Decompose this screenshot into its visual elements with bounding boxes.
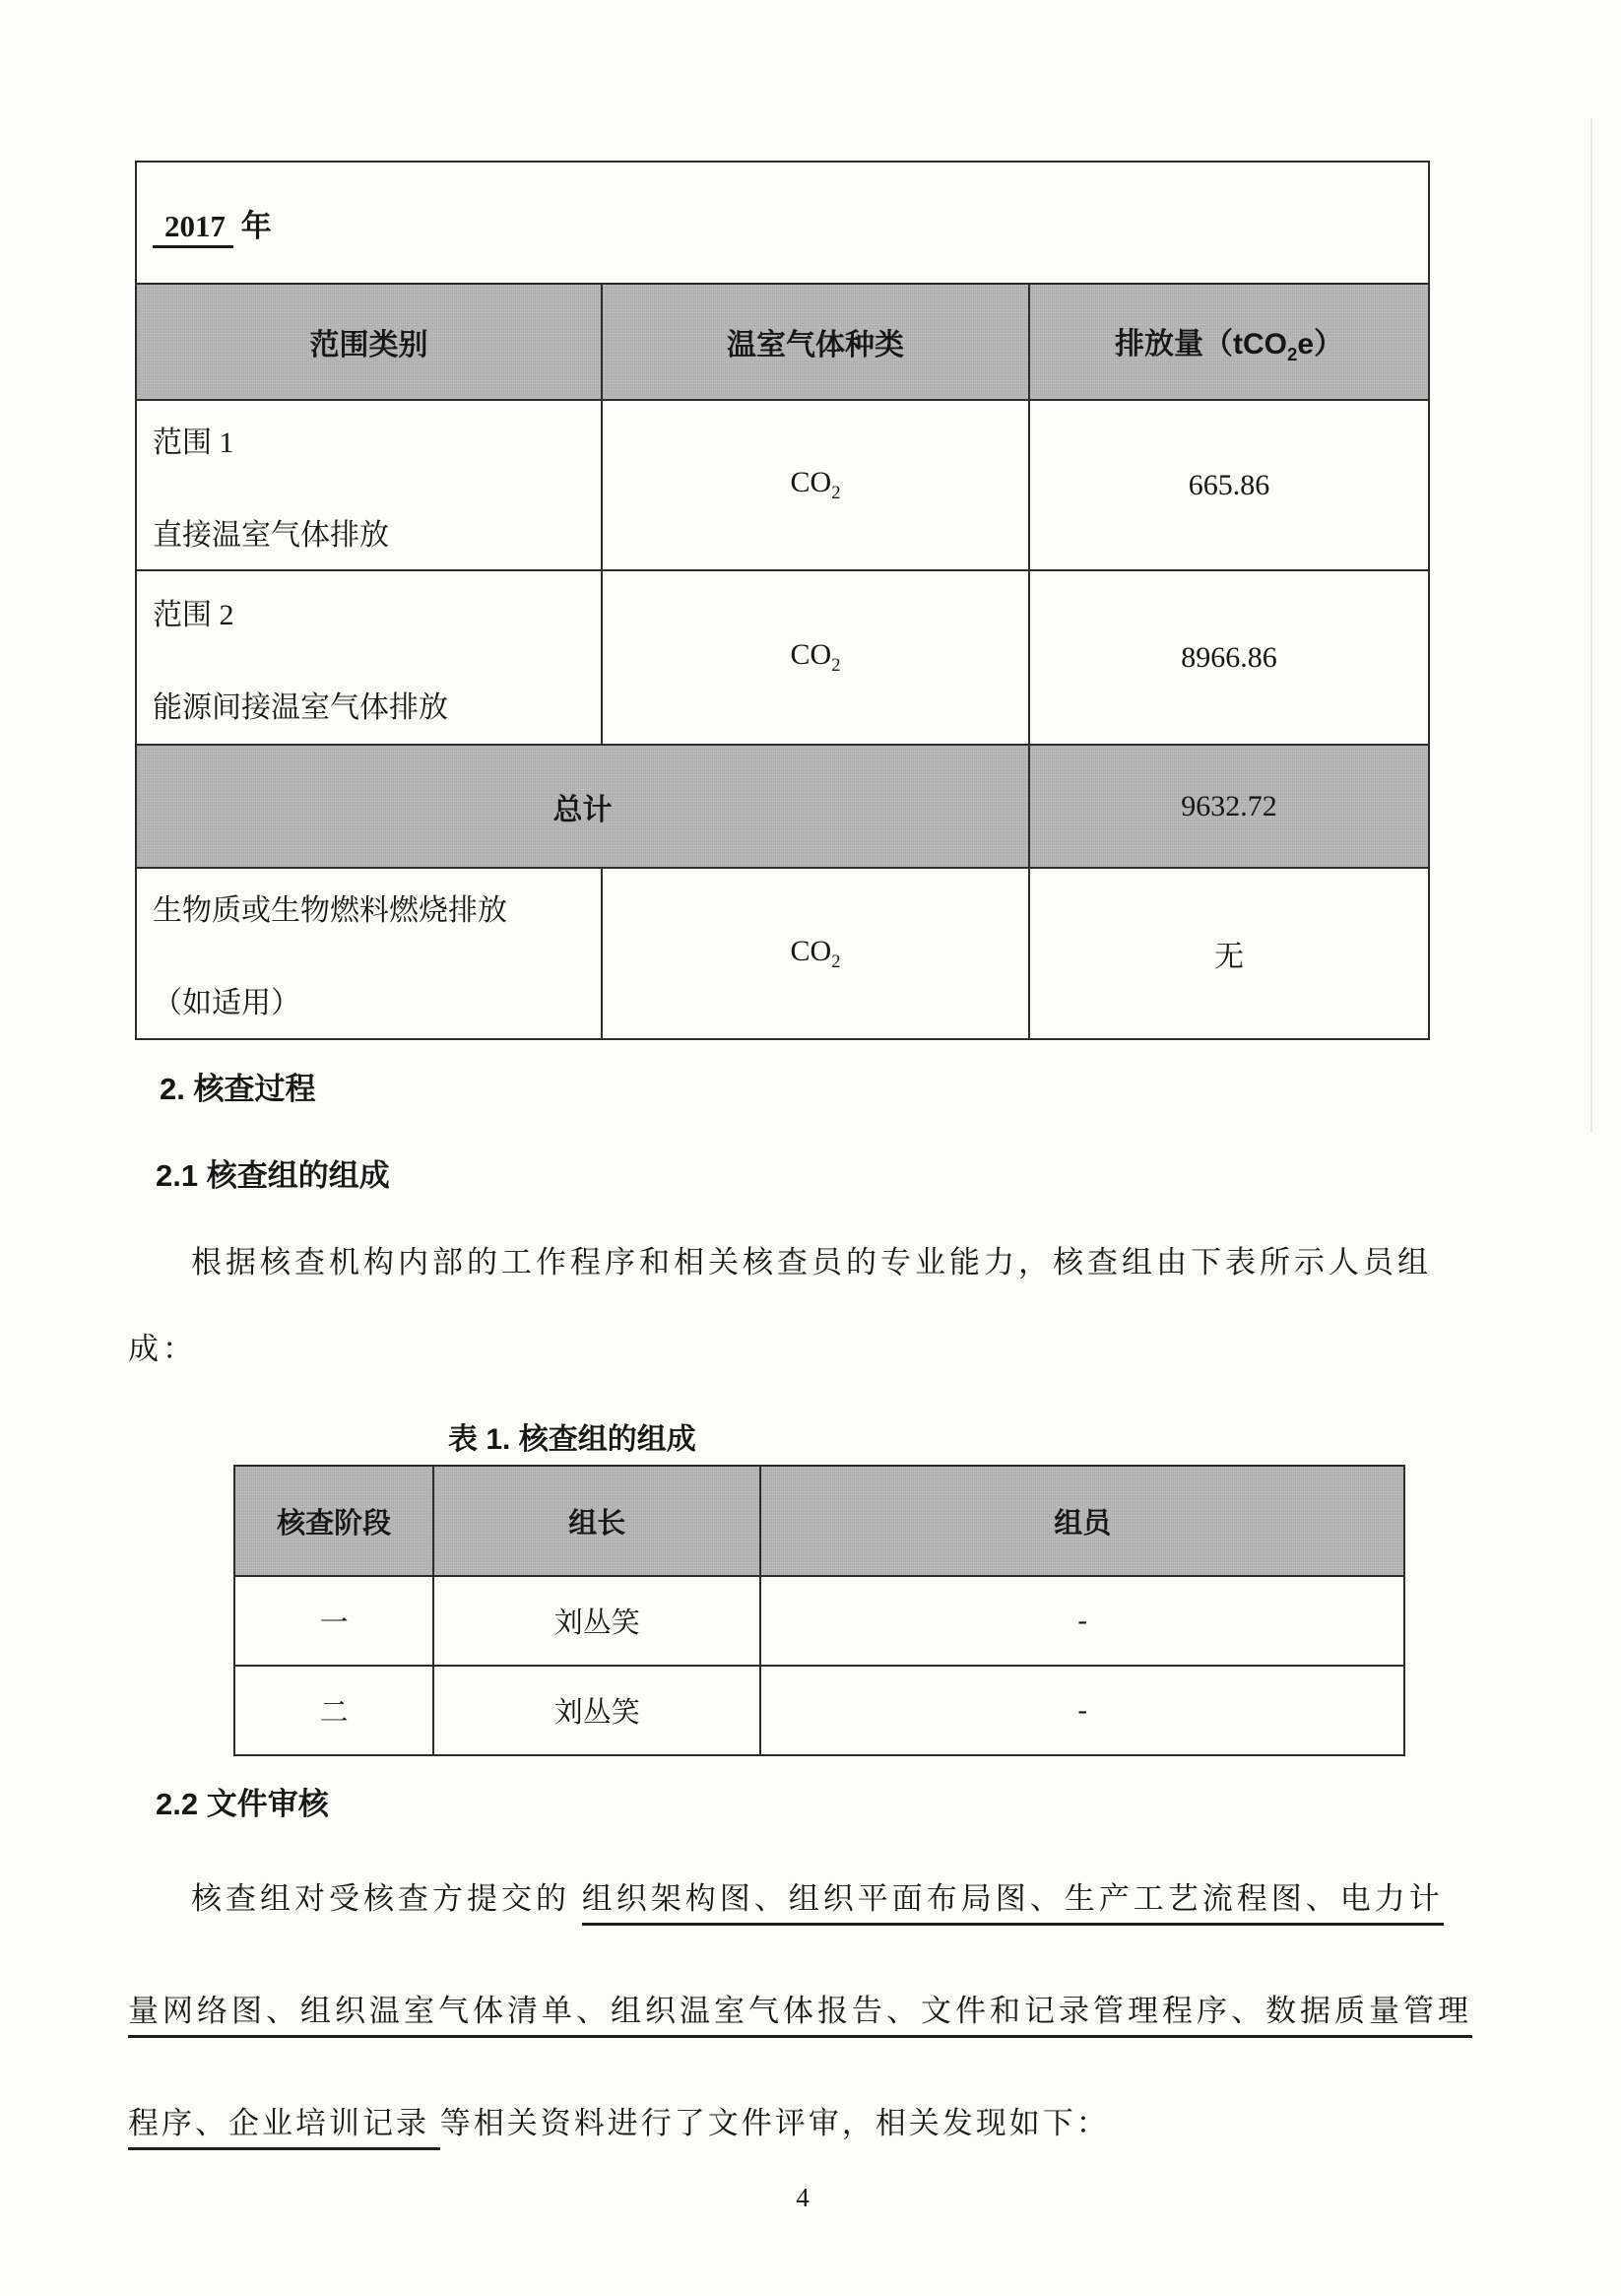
table-row-biomass: [136, 868, 1429, 1039]
scope2-line1: 范围 2: [153, 598, 234, 631]
scope2-label: [136, 570, 602, 745]
biomass-line1: 生物质或生物燃料燃烧排放: [153, 894, 507, 927]
scan-artifact-line: [1590, 118, 1592, 1133]
member-2: -: [760, 1666, 1404, 1755]
team-table: [233, 1465, 1405, 1756]
scope1-line1: 范围 1: [153, 426, 234, 459]
line1-plain-text: 核查组对受核查方提交的: [191, 1881, 582, 1916]
scope2-amount: 8966.86: [1029, 570, 1429, 745]
line3-plain-text: 等相关资料进行了文件评审，相关发现如下：: [439, 2106, 1110, 2140]
header-scope-category: 范围类别: [136, 284, 602, 400]
team-table-caption: 表 1. 核查组的组成: [448, 1423, 696, 1456]
line2-underlined-documents: 量网络图、组织温室气体清单、组织温室气体报告、文件和记录管理程序、数据质量管理: [128, 1994, 1472, 2038]
table-row-scope2: [136, 570, 1429, 745]
stage-1: 一: [234, 1576, 433, 1666]
biomass-line2: （如适用）: [153, 987, 300, 1019]
document-review-line3: [128, 2098, 1526, 2142]
emissions-table: [135, 161, 1430, 1040]
scope1-amount: 665.86: [1029, 400, 1429, 570]
team-table-row-2: [234, 1666, 1404, 1755]
total-amount: 9632.72: [1029, 745, 1429, 868]
biomass-amount: 无: [1029, 868, 1429, 1039]
year-label: [136, 162, 1429, 284]
header-team-member: 组员: [760, 1466, 1404, 1576]
header-emission-amount: 排放量（tCO$_2$e）: [1029, 284, 1429, 400]
line1-underlined-documents: 组织架构图、组织平面布局图、生产工艺流程图、电力计: [582, 1881, 1444, 1926]
team-table-header-row: [234, 1466, 1404, 1576]
scope1-line2: 直接温室气体排放: [153, 518, 389, 552]
section-heading-document-review: 2.2 文件审核: [156, 1787, 329, 1821]
team-composition-paragraph-line2: 成：: [128, 1332, 197, 1366]
header-gas-type: 温室气体种类: [602, 284, 1029, 400]
scope2-line2: 能源间接温室气体排放: [153, 690, 448, 724]
year-suffix: 年: [240, 208, 272, 243]
page-number: 4: [796, 2183, 810, 2212]
emissions-table-year-row: [136, 162, 1429, 284]
leader-2: 刘丛笑: [433, 1666, 760, 1755]
line3-underlined-documents: 程序、企业培训记录: [128, 2106, 440, 2150]
scope2-gas: $CO_2$: [602, 570, 1029, 745]
document-review-line2: [128, 1986, 1526, 2030]
biomass-gas: $CO_2$: [602, 868, 1029, 1039]
year-value: 2017: [153, 209, 233, 248]
stage-2: 二: [234, 1666, 433, 1755]
team-table-row-1: [234, 1576, 1404, 1666]
table-row-scope1: [136, 400, 1429, 570]
document-review-line1: [128, 1873, 1589, 1918]
scope1-gas: $CO_2$: [602, 400, 1029, 570]
header-team-leader: 组长: [433, 1466, 760, 1576]
table-row-total: [136, 745, 1429, 868]
biomass-label: [136, 868, 602, 1039]
team-composition-paragraph-line1: 根据核查机构内部的工作程序和相关核查员的专业能力，核查组由下表所示人员组: [191, 1245, 1432, 1279]
total-label: 总计: [136, 745, 1029, 868]
emissions-table-header-row: [136, 284, 1429, 400]
section-heading-verification-process: 2. 核查过程: [160, 1072, 316, 1106]
scope1-label: [136, 400, 602, 570]
leader-1: 刘丛笑: [433, 1576, 760, 1666]
header-verification-stage: 核查阶段: [234, 1466, 433, 1576]
section-heading-team-composition: 2.1 核查组的组成: [156, 1158, 390, 1193]
member-1: -: [760, 1576, 1404, 1666]
